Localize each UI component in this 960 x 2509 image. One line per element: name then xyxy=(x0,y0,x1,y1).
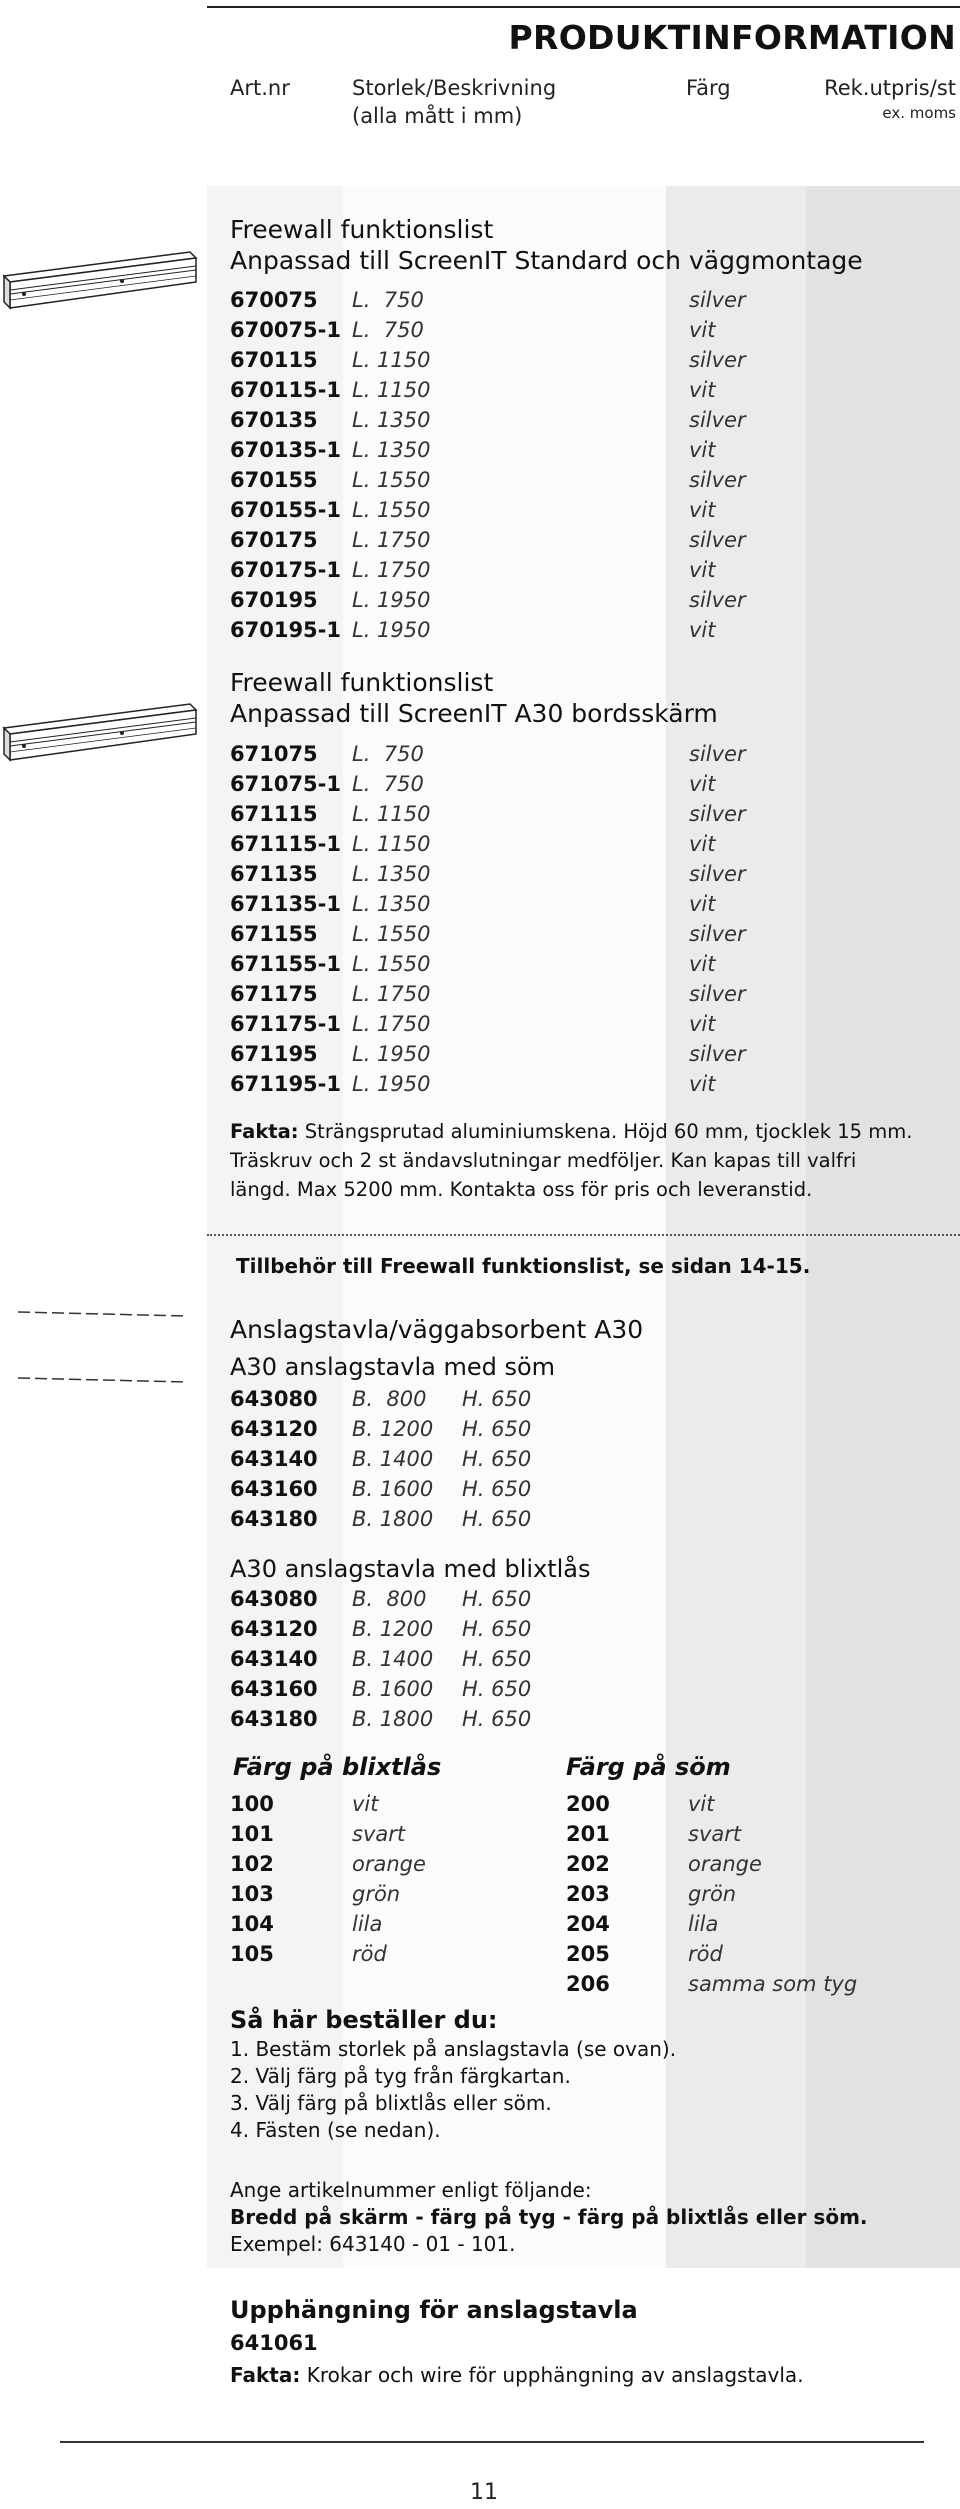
size-value: L. 1150 xyxy=(352,832,431,856)
color-name: svart xyxy=(352,1822,406,1846)
section-subtitle: Anpassad till ScreenIT A30 bordsskärm xyxy=(230,699,718,728)
article-number: 670115 xyxy=(230,348,318,372)
color-name: svart xyxy=(688,1822,742,1846)
table-row xyxy=(230,285,930,315)
page-number: 11 xyxy=(470,2480,498,2505)
color-name: grön xyxy=(688,1882,737,1906)
color-value: silver xyxy=(689,742,746,766)
size-value: L. 1150 xyxy=(352,378,431,402)
size-value: L. 1750 xyxy=(352,558,431,582)
facts-line: Strängsprutad aluminiumskena. Höjd 60 mm, tjocklek 15 mm. xyxy=(304,1120,913,1143)
color-name: orange xyxy=(352,1852,426,1876)
size-value: L. 750 xyxy=(352,318,424,342)
color-option xyxy=(230,1939,560,1969)
article-number: 643120 xyxy=(230,1417,318,1441)
color-value: silver xyxy=(689,348,746,372)
height-value: H. 650 xyxy=(462,1477,532,1501)
color-value: silver xyxy=(689,468,746,492)
article-number: 671155 xyxy=(230,922,318,946)
color-option xyxy=(230,1789,560,1819)
table-row xyxy=(230,1644,730,1674)
column-header-color: Färg xyxy=(686,76,731,100)
width-value: B. 800 xyxy=(352,1387,427,1411)
color-code: 102 xyxy=(230,1852,274,1876)
height-value: H. 650 xyxy=(462,1417,532,1441)
color-option xyxy=(566,1879,896,1909)
howto-title: Så här beställer du: xyxy=(230,2006,498,2034)
article-number: 671075 xyxy=(230,742,318,766)
hanging-facts-label: Fakta: xyxy=(230,2363,301,2387)
column-header-price-sub: ex. moms xyxy=(882,104,956,122)
table-row xyxy=(230,315,930,345)
width-value: B. 1200 xyxy=(352,1617,434,1641)
size-value: L. 1950 xyxy=(352,588,431,612)
article-number: 643080 xyxy=(230,1587,318,1611)
width-value: B. 1400 xyxy=(352,1647,434,1671)
color-value: vit xyxy=(689,378,716,402)
color-option xyxy=(230,1879,560,1909)
color-name: röd xyxy=(352,1942,387,1966)
color-code: 104 xyxy=(230,1912,274,1936)
color-value: silver xyxy=(689,862,746,886)
article-number: 670195 xyxy=(230,588,318,612)
article-number: 670135-1 xyxy=(230,438,341,462)
height-value: H. 650 xyxy=(462,1587,532,1611)
color-option xyxy=(566,1789,896,1819)
table-row xyxy=(230,919,930,949)
color-value: vit xyxy=(689,832,716,856)
article-number: 670135 xyxy=(230,408,318,432)
rail-profile-icon xyxy=(0,238,200,318)
height-value: H. 650 xyxy=(462,1677,532,1701)
color-code: 200 xyxy=(566,1792,610,1816)
howto-step: 2. Välj färg på tyg från färgkartan. xyxy=(230,2064,571,2088)
color-option xyxy=(230,1909,560,1939)
section-title: Freewall funktionslist xyxy=(230,215,494,244)
color-value: silver xyxy=(689,408,746,432)
size-value: L. 1750 xyxy=(352,1012,431,1036)
color-value: silver xyxy=(689,288,746,312)
color-code: 101 xyxy=(230,1822,274,1846)
table-row xyxy=(230,1009,930,1039)
table-row xyxy=(230,979,930,1009)
color-option xyxy=(566,1819,896,1849)
article-number: 670075 xyxy=(230,288,318,312)
column-header-size-sub: (alla mått i mm) xyxy=(352,104,523,128)
table-row xyxy=(230,1384,730,1414)
color-name: vit xyxy=(352,1792,379,1816)
article-number: 671135-1 xyxy=(230,892,341,916)
rail-profile-icon xyxy=(0,690,200,770)
width-value: B. 1800 xyxy=(352,1507,434,1531)
table-row xyxy=(230,1584,730,1614)
board-outline-icon xyxy=(10,1300,190,1390)
article-number: 670075-1 xyxy=(230,318,341,342)
color-option xyxy=(566,1909,896,1939)
article-number: 671195 xyxy=(230,1042,318,1066)
size-value: L. 1950 xyxy=(352,618,431,642)
section-subtitle: Anpassad till ScreenIT Standard och väggmontage xyxy=(230,246,863,275)
color-option xyxy=(566,1969,896,1999)
article-number: 671075-1 xyxy=(230,772,341,796)
size-value: L. 1350 xyxy=(352,892,431,916)
section-title: Freewall funktionslist xyxy=(230,668,494,697)
accessories-note: Tillbehör till Freewall funktionslist, se sidan 14-15. xyxy=(236,1254,811,1278)
howto-step: 1. Bestäm storlek på anslagstavla (se ovan). xyxy=(230,2037,677,2061)
size-value: L. 1750 xyxy=(352,982,431,1006)
hanging-art-number: 641061 xyxy=(230,2331,318,2355)
color-name: lila xyxy=(352,1912,383,1936)
table-row xyxy=(230,375,930,405)
section-divider xyxy=(207,1234,960,1236)
zipper-color-heading: Färg på blixtlås xyxy=(233,1753,442,1781)
color-code: 202 xyxy=(566,1852,610,1876)
facts-line: Träskruv och 2 st ändavslutningar medföljer. Kan kapas till valfri xyxy=(230,1149,857,1172)
column-header-size: Storlek/Beskrivning xyxy=(352,76,557,100)
article-number: 670175-1 xyxy=(230,558,341,582)
color-value: silver xyxy=(689,982,746,1006)
table-row xyxy=(230,1414,730,1444)
color-value: silver xyxy=(689,802,746,826)
color-value: vit xyxy=(689,318,716,342)
article-number: 643120 xyxy=(230,1617,318,1641)
article-number: 670155 xyxy=(230,468,318,492)
article-number: 671115 xyxy=(230,802,318,826)
color-value: silver xyxy=(689,922,746,946)
table-row xyxy=(230,435,930,465)
table-row xyxy=(230,1704,730,1734)
article-number: 643180 xyxy=(230,1707,318,1731)
color-option xyxy=(230,1819,560,1849)
table-row xyxy=(230,465,930,495)
bottom-rule xyxy=(60,2441,924,2443)
article-number: 671175-1 xyxy=(230,1012,341,1036)
size-value: L. 1350 xyxy=(352,408,431,432)
article-number: 670115-1 xyxy=(230,378,341,402)
height-value: H. 650 xyxy=(462,1707,532,1731)
article-number: 670175 xyxy=(230,528,318,552)
color-value: silver xyxy=(689,588,746,612)
table-row xyxy=(230,889,930,919)
size-value: L. 1550 xyxy=(352,952,431,976)
hanging-title: Upphängning för anslagstavla xyxy=(230,2296,638,2324)
hanging-facts xyxy=(230,2362,804,2389)
width-value: B. 1800 xyxy=(352,1707,434,1731)
article-number: 671115-1 xyxy=(230,832,341,856)
height-value: H. 650 xyxy=(462,1447,532,1471)
size-value: L. 1350 xyxy=(352,862,431,886)
table-row xyxy=(230,739,930,769)
article-number: 670155-1 xyxy=(230,498,341,522)
howto-step: 3. Välj färg på blixtlås eller söm. xyxy=(230,2091,552,2115)
howto-example: Exempel: 643140 - 01 - 101. xyxy=(230,2232,516,2256)
article-number: 643160 xyxy=(230,1677,318,1701)
howto-intro: Ange artikelnummer enligt följande: xyxy=(230,2178,592,2202)
page-title: PRODUKTINFORMATION xyxy=(508,18,956,57)
table-row xyxy=(230,495,930,525)
color-name: röd xyxy=(688,1942,723,1966)
color-code: 204 xyxy=(566,1912,610,1936)
hanging-facts-text: Krokar och wire för upphängning av anslagstavla. xyxy=(306,2363,804,2387)
table-row xyxy=(230,1614,730,1644)
color-name: orange xyxy=(688,1852,762,1876)
table-row xyxy=(230,1444,730,1474)
size-value: L. 750 xyxy=(352,742,424,766)
size-value: L. 1550 xyxy=(352,498,431,522)
table-row xyxy=(230,769,930,799)
size-value: L. 1550 xyxy=(352,922,431,946)
facts-line: längd. Max 5200 mm. Kontakta oss för pris och leveranstid. xyxy=(230,1178,813,1201)
table-row xyxy=(230,1474,730,1504)
table-row xyxy=(230,1069,930,1099)
height-value: H. 650 xyxy=(462,1617,532,1641)
article-number: 643080 xyxy=(230,1387,318,1411)
size-value: L. 1950 xyxy=(352,1042,431,1066)
article-number: 671195-1 xyxy=(230,1072,341,1096)
color-option xyxy=(566,1849,896,1879)
color-code: 206 xyxy=(566,1972,610,1996)
width-value: B. 1200 xyxy=(352,1417,434,1441)
color-name: grön xyxy=(352,1882,401,1906)
table-row xyxy=(230,405,930,435)
column-header-art: Art.nr xyxy=(230,76,290,100)
size-value: L. 1750 xyxy=(352,528,431,552)
article-number: 643140 xyxy=(230,1447,318,1471)
color-value: vit xyxy=(689,952,716,976)
width-value: B. 1600 xyxy=(352,1477,434,1501)
size-value: L. 1950 xyxy=(352,1072,431,1096)
color-value: vit xyxy=(689,1012,716,1036)
table-row xyxy=(230,829,930,859)
article-number: 671175 xyxy=(230,982,318,1006)
size-value: L. 750 xyxy=(352,288,424,312)
color-value: vit xyxy=(689,498,716,522)
table-row xyxy=(230,949,930,979)
section-subtitle: A30 anslagstavla med blixtlås xyxy=(230,1555,591,1583)
article-number: 643140 xyxy=(230,1647,318,1671)
table-row xyxy=(230,1674,730,1704)
color-value: silver xyxy=(689,528,746,552)
color-name: samma som tyg xyxy=(688,1972,858,1996)
section-subtitle: A30 anslagstavla med söm xyxy=(230,1353,556,1381)
column-header-price: Rek.utpris/st xyxy=(824,76,956,100)
size-value: L. 750 xyxy=(352,772,424,796)
top-rule xyxy=(207,6,960,8)
table-row xyxy=(230,859,930,889)
table-row xyxy=(230,525,930,555)
table-row xyxy=(230,1039,930,1069)
color-code: 205 xyxy=(566,1942,610,1966)
size-value: L. 1350 xyxy=(352,438,431,462)
height-value: H. 650 xyxy=(462,1647,532,1671)
article-number: 643180 xyxy=(230,1507,318,1531)
article-number: 671135 xyxy=(230,862,318,886)
width-value: B. 1400 xyxy=(352,1447,434,1471)
facts-paragraph xyxy=(230,1117,944,1204)
seam-color-heading: Färg på söm xyxy=(566,1753,731,1781)
height-value: H. 650 xyxy=(462,1507,532,1531)
color-name: lila xyxy=(688,1912,719,1936)
table-row xyxy=(230,555,930,585)
table-row xyxy=(230,615,930,645)
color-code: 203 xyxy=(566,1882,610,1906)
color-value: vit xyxy=(689,1072,716,1096)
table-row xyxy=(230,345,930,375)
color-value: vit xyxy=(689,438,716,462)
section-title: Anslagstavla/väggabsorbent A30 xyxy=(230,1315,644,1344)
color-code: 201 xyxy=(566,1822,610,1846)
howto-formula: Bredd på skärm - färg på tyg - färg på blixtlås eller söm. xyxy=(230,2205,868,2229)
color-name: vit xyxy=(688,1792,715,1816)
table-row xyxy=(230,799,930,829)
size-value: L. 1150 xyxy=(352,348,431,372)
table-row xyxy=(230,585,930,615)
color-option xyxy=(566,1939,896,1969)
color-option xyxy=(230,1849,560,1879)
color-value: vit xyxy=(689,892,716,916)
width-value: B. 800 xyxy=(352,1587,427,1611)
facts-label: Fakta: xyxy=(230,1120,299,1143)
color-value: vit xyxy=(689,558,716,582)
article-number: 671155-1 xyxy=(230,952,341,976)
article-number: 643160 xyxy=(230,1477,318,1501)
color-value: vit xyxy=(689,772,716,796)
width-value: B. 1600 xyxy=(352,1677,434,1701)
color-code: 100 xyxy=(230,1792,274,1816)
howto-step: 4. Fästen (se nedan). xyxy=(230,2118,441,2142)
height-value: H. 650 xyxy=(462,1387,532,1411)
table-row xyxy=(230,1504,730,1534)
color-value: vit xyxy=(689,618,716,642)
color-value: silver xyxy=(689,1042,746,1066)
color-code: 103 xyxy=(230,1882,274,1906)
article-number: 670195-1 xyxy=(230,618,341,642)
size-value: L. 1550 xyxy=(352,468,431,492)
color-code: 105 xyxy=(230,1942,274,1966)
size-value: L. 1150 xyxy=(352,802,431,826)
